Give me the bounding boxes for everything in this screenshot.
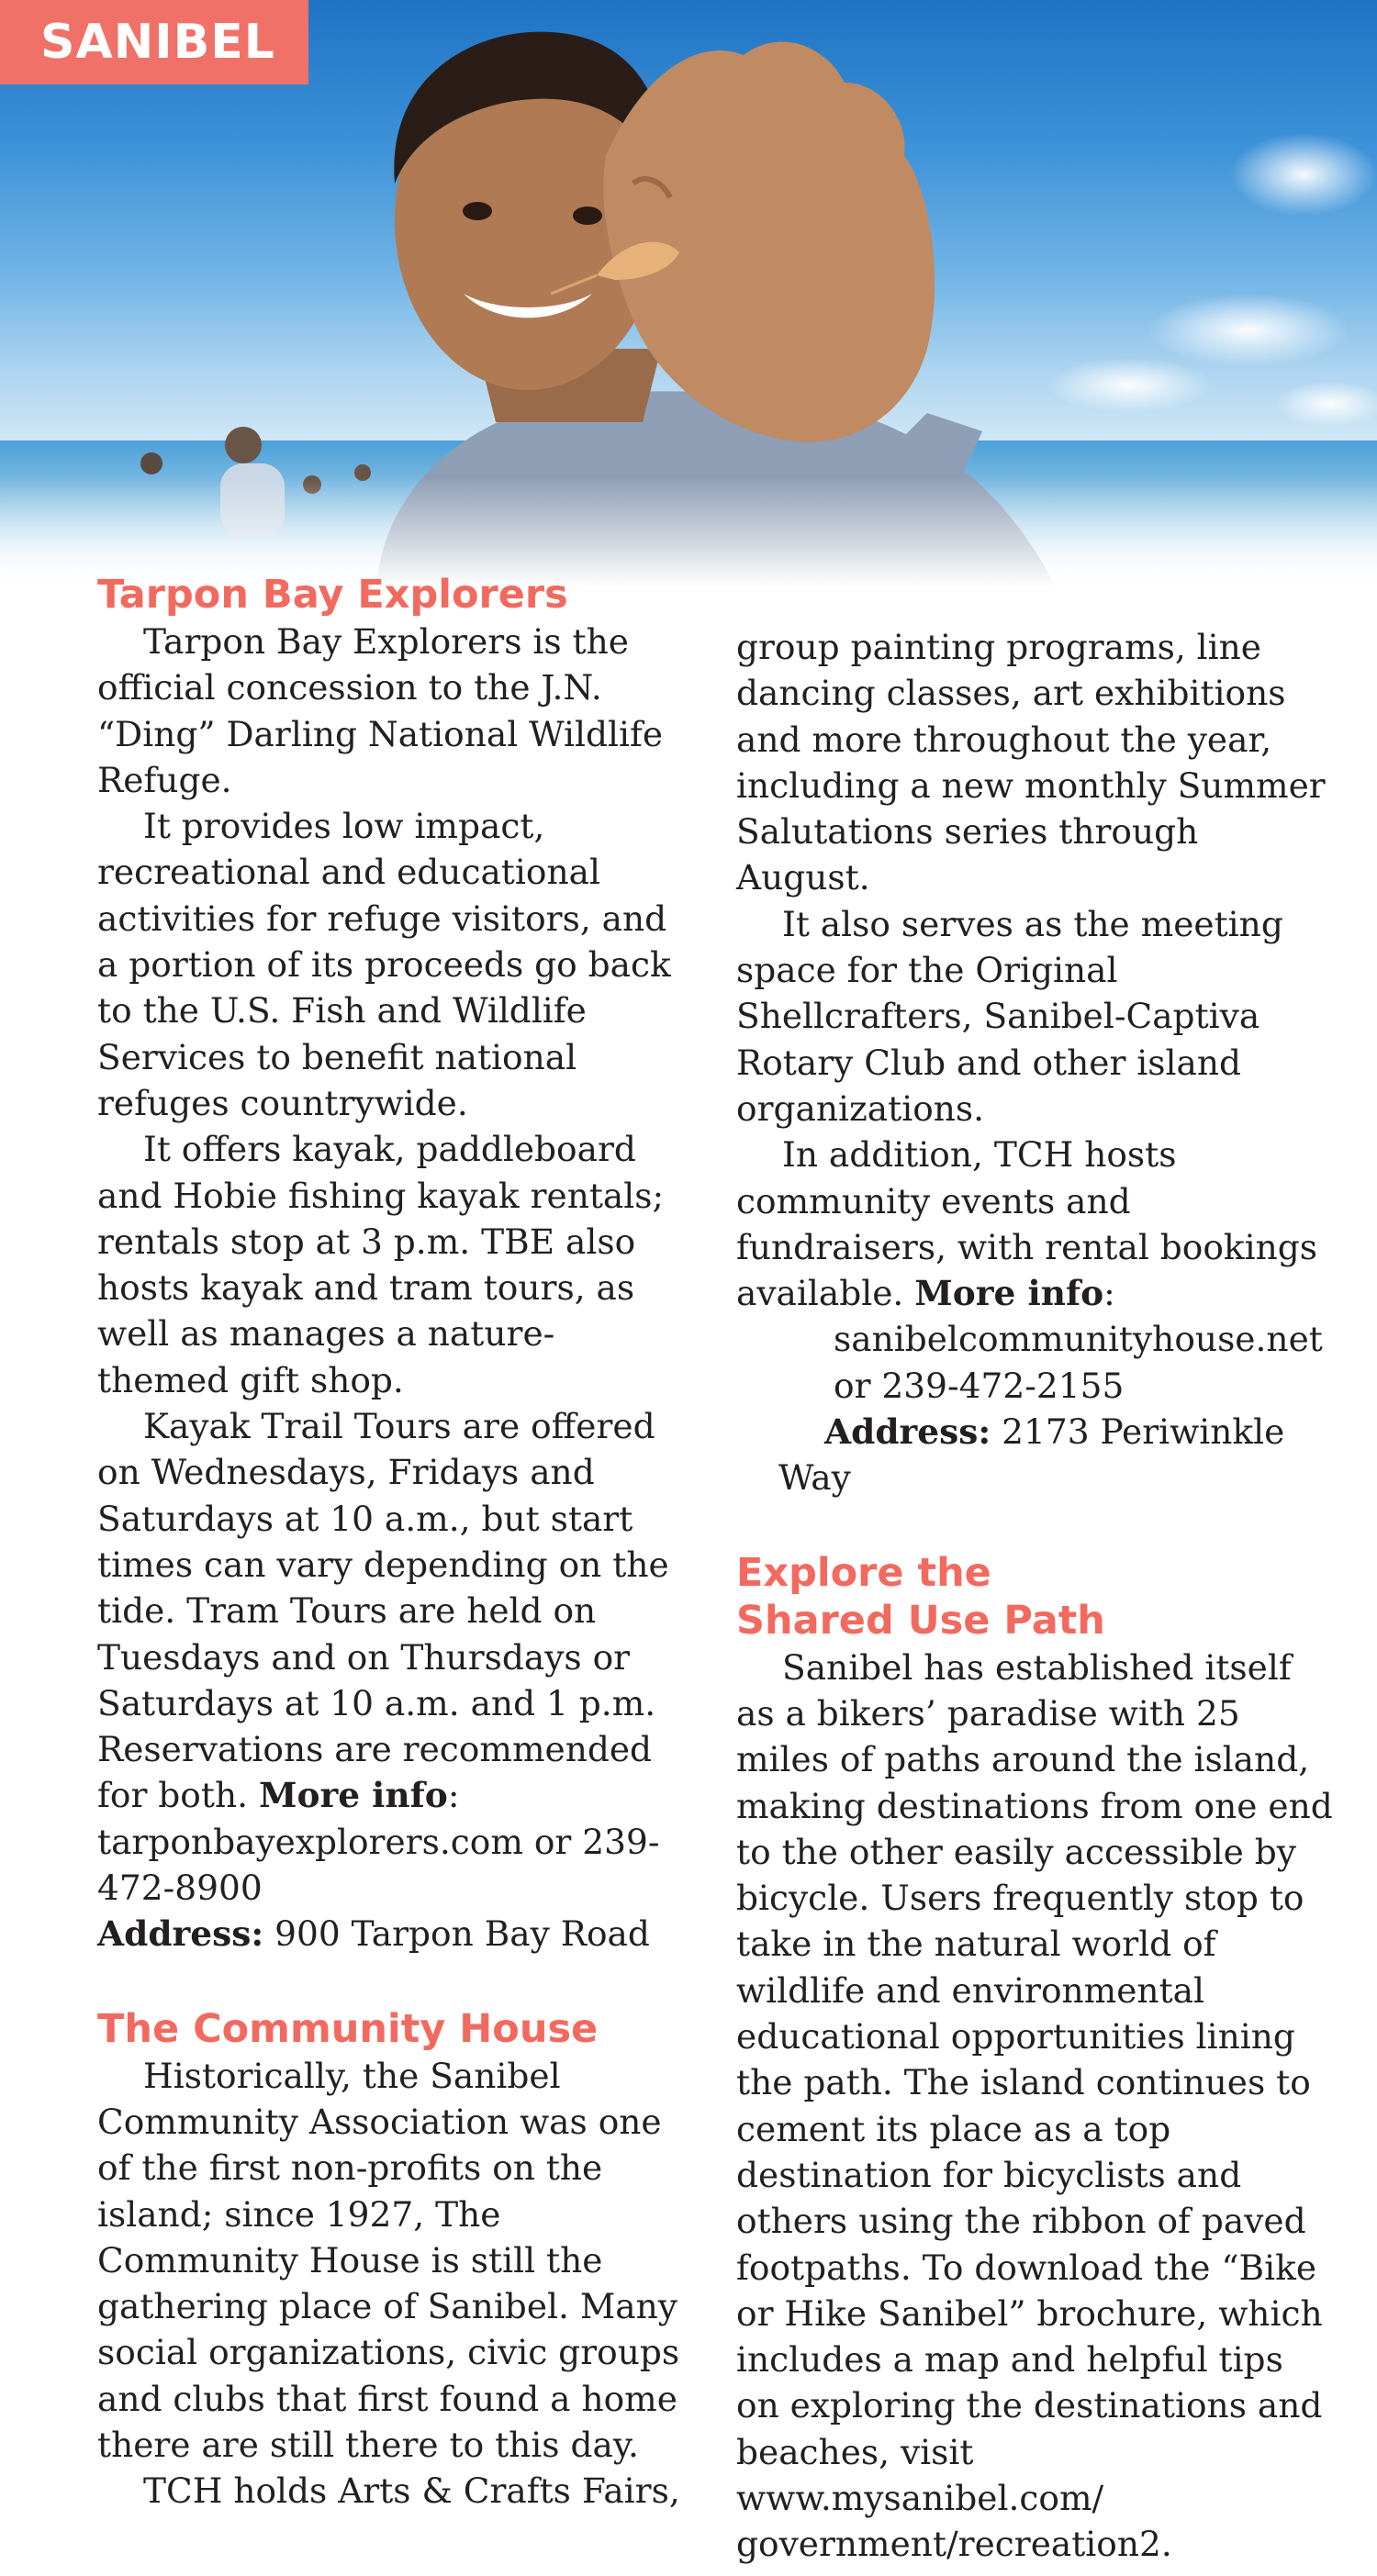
tarpon-heading: Tarpon Bay Explorers	[97, 572, 568, 618]
community-phone: or 239-472-2155	[834, 1365, 1125, 1406]
path-heading: Explore the Shared Use Path	[736, 1549, 1105, 1644]
tarpon-address-label: Address:	[97, 1913, 264, 1955]
tarpon-paragraph-1: Tarpon Bay Explorers is the official concession to the J.N. “Ding” Darling National Wildlife Refuge.	[97, 621, 664, 800]
tarpon-address	[97, 1911, 685, 1957]
tarpon-paragraph-4: Kayak Trail Tours are offered on Wednesdays, Fridays and Saturdays at 10 a.m., but start times can vary depending on the tide. Tram Tours are held on Tuesdays and on Thursdays or Saturdays at 10 a.m. and 1 p.m. Reservations are recommended for both. More info: tarponbayexplorers.com or 239-472-8900	[97, 1406, 669, 1909]
left-column	[97, 571, 685, 2514]
right-column	[736, 624, 1333, 2568]
section-tag: SANIBEL	[0, 0, 308, 84]
community-paragraph-2-cont: group painting programs, line dancing classes, art exhibitions and more throughout the year, including a new monthly Summer Salutations series through August.	[736, 627, 1326, 898]
tarpon-address-value: 900 Tarpon Bay Road	[274, 1913, 650, 1955]
tarpon-paragraph-3: It offers kayak, paddleboard and Hobie fishing kayak rentals; rentals stop at 3 p.m. TBE also hosts kayak and tram tours, as well as manages a nature-themed gift shop.	[97, 1129, 665, 1400]
community-address-value: 2173 Periwinkle Way	[778, 1411, 1285, 1499]
tarpon-paragraph-2: It provides low impact, recreational and educational activities for refuge visitors, and a portion of its proceeds go back to the U.S. Fish and Wildlife Services to benefit national refuges countrywide.	[97, 806, 671, 1123]
community-website: sanibelcommunityhouse.net	[834, 1319, 1323, 1360]
community-paragraph-4: In addition, TCH hosts community events and fundraisers, with rental bookings available. More info:	[736, 1134, 1318, 1314]
tarpon-paragraph-4-text: Kayak Trail Tours are offered on Wednesdays, Fridays and Saturdays at 10 a.m., but start times can vary depending on the tide. Tram Tours are held on Tuesdays and on Thursdays or Saturdays at 10 a.m. and 1 p.m. Reservations are recommended for both.	[97, 1406, 669, 1816]
community-address	[736, 1409, 1333, 1501]
boy-holding-shrimp-photo	[0, 0, 1377, 587]
community-heading: The Community House	[97, 2005, 599, 2052]
tarpon-more-info-value: tarponbayexplorers.com or 239-472-8900	[97, 1821, 660, 1909]
community-paragraph-2: TCH holds Arts & Crafts Fairs,	[143, 2470, 680, 2512]
community-paragraph-3: It also serves as the meeting space for the Original Shellcrafters, Sanibel-Captiva Rotary Club and other island organizations.	[736, 903, 1283, 1129]
community-paragraph-1: Historically, the Sanibel Community Association was one of the first non-profits on the island; since 1927, The Community House is still the gathering place of Sanibel. Many social organizations, civic groups and clubs that first found a home there are still there to this day.	[97, 2055, 680, 2465]
community-more-info-label: More info	[914, 1273, 1104, 1314]
path-paragraph-1: Sanibel has established itself as a bikers’ paradise with 25 miles of paths around the island, making destinations from one end to the other easily accessible by bicycle. Users frequently stop to take in the natural world of wildlife and environmental educational opportunities lining the path. The island continues to cement its place as a top destination for bicyclists and others using the ribbon of paved footpaths. To download the “Bike or Hike Sanibel” brochure, which includes a map and helpful tips on exploring the destinations and beaches, visit www.mysanibel.com/ government/recreation2.	[736, 1646, 1333, 2565]
tarpon-more-info-label: More info	[258, 1775, 448, 1816]
hero-photo	[0, 0, 1377, 587]
community-paragraph-4-text: In addition, TCH hosts community events and fundraisers, with rental bookings available.	[736, 1134, 1318, 1314]
community-address-label: Address:	[824, 1411, 991, 1453]
